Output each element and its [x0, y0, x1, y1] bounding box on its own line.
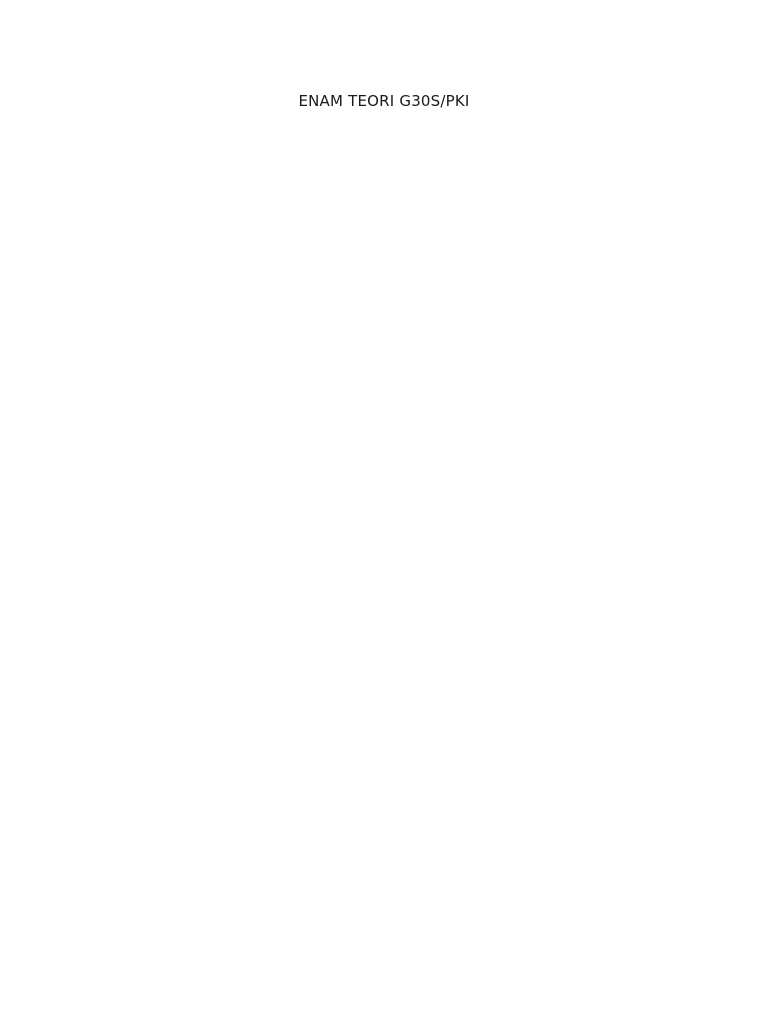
document-title: ENAM TEORI G30S/PKI [298, 92, 470, 110]
